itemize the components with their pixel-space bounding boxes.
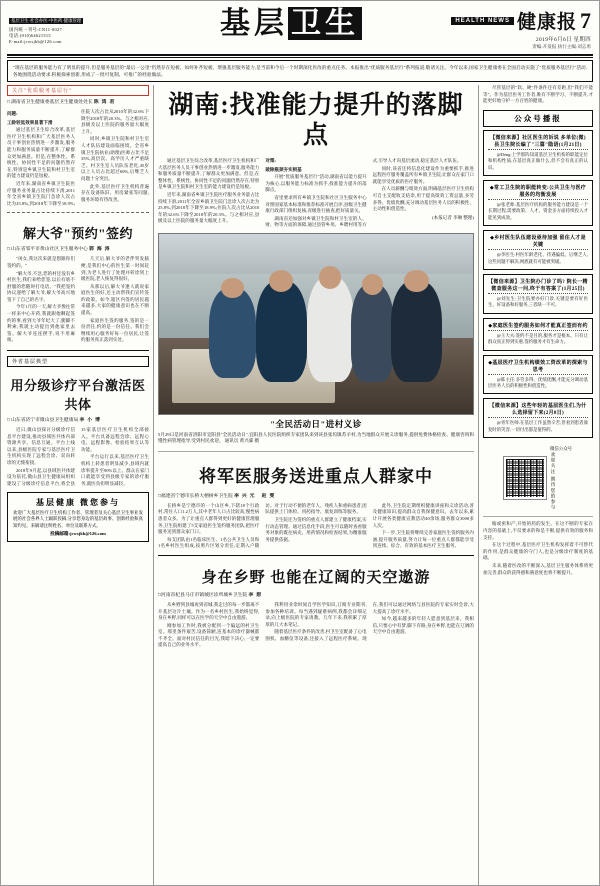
middle-divider-1 <box>158 451 474 452</box>
left-divider-2 <box>7 350 149 351</box>
lead-p7: 在人员薪酬与绩效方面,明确基层医疗卫生机构可自主支配收支结余,用于提高绩效工资总量,多劳多得、优绩优酬,充分调动基层医务人员的积极性、主动性和创造性。 <box>372 186 474 212</box>
wechat-item-6[interactable] <box>483 355 593 395</box>
wechat-item-7[interactable] <box>483 398 593 438</box>
byline-org: □ 湖南省卫生健康委基层卫生健康处处长 <box>7 100 93 105</box>
photo-person-5 <box>391 281 441 382</box>
masthead-rule-thin <box>7 57 593 58</box>
wechat-item-1[interactable] <box>483 130 593 176</box>
middle-article-2-body <box>158 602 474 649</box>
qr-caption <box>550 446 572 510</box>
wechat-item-6-text: @陈主任:多劳多得、优绩优酬,才能充分调动基层医务人员的积极性和创造性。 <box>488 376 588 389</box>
masthead-badge: HEALTH NEWS <box>451 17 514 25</box>
wechat-item-2-text: @张老师:基层医疗机构的服务能力建设是一个长期过程,需要政策、人才、资金多方面持续投入才能见到成效。 <box>488 202 588 220</box>
byline-org-mid2: □河南省杞县马庄市镇城区诊所城乡卫生院 <box>158 592 248 598</box>
lead-signature: (本报记者 李琳 整理) <box>432 214 474 220</box>
photo-head-1 <box>221 278 244 298</box>
photo-person-1 <box>209 288 256 378</box>
question-label: 问题: <box>7 111 18 116</box>
page-number: 7 <box>580 7 591 33</box>
rb-para-1: 缩或密和产,开始的药的发生。在这不断的专家在内容的基础上,不仅要求的和是不断,提供有效的服务和支持。 <box>483 521 593 540</box>
wechat-section-title: 公众号播报 <box>483 110 593 127</box>
middle-column <box>158 85 474 886</box>
l2-para-2: "解大爷,不急,您的村还没有乡村医生,我们来给您签,以后有啥不舒服的您随时打电话。"我把签约协议递给了解大爷,解大爷高兴地签下了自己的名字。 <box>7 270 75 302</box>
wechat-item-2-head: ◆常工卫生院的职能转变:公共卫生与医疗服务的均衡发展 <box>489 186 587 198</box>
middle-article-2-byline <box>158 592 474 599</box>
wechat-item-1-body <box>488 152 588 171</box>
m2-para-4: 随着基层医疗条件的改善,村卫生室配备了心电图机、血糖仪等设备,还接入了远程医疗系统。现在,我们可以通过网络与县医院的专家实时会诊,大大提高了诊疗水平。 <box>265 601 474 641</box>
right-divider <box>483 516 593 517</box>
masthead-brand: 健康报 <box>516 12 577 33</box>
wechat-item-1-text: @Deng:上学那阵知道基层卫生机构的职能定位和机构性质,在基层真正做什么,但不会有真正的认识。 <box>488 151 588 170</box>
l3-para-3: 平台运行以来,基层医疗卫生机构上转患者明显减少,县域内就诊率提升至90%以上。群众在家门口就能享受到县级专家的诊疗服务,就医负担明显减轻。 <box>81 454 149 486</box>
wechat-item-6-head: ◆基层医疗卫生机构绩效工资改革的探索与思考 <box>488 360 588 373</box>
wechat-item-3-body <box>488 252 588 265</box>
l3-para-1: 近日,微山县探讨分级诊疗信息平台建设,推动县域医共体内部资源共享、信息互通。平台上线以来,县级医院专家与基层医疗卫生机构实现了远程会诊、双向转诊的无缝衔接。 <box>7 427 75 465</box>
masthead-issn: 国内统一刊号:CN11-0027 <box>9 27 62 32</box>
m-para-5: 下一步,卫生院将继续完善家庭医生签约服务内涵,提升服务质量,努力让每一位重点人群都能享受到连续、综合、有效的基本医疗卫生服务。 <box>372 530 474 549</box>
left-article-2-byline <box>7 246 149 253</box>
m-para-4: 此外,卫生院定期组织健康讲座和义诊活动,普及健康知识,提高群众自我保健意识。去年以来,累计开展各类健康宣教活动40余场,服务群众3000多人次。 <box>372 502 474 528</box>
byline-name-mid2: 李想 <box>248 592 265 598</box>
wechat-item-4[interactable] <box>483 274 593 314</box>
right-bottom-text <box>483 521 593 577</box>
main-para-2: 近年来,湖南省乡镇卫生院医疗服务业务量占比持续下滑,2011年全省乡镇卫生院门急诊人次占比为25.8%,到2018年下降至18.9%;住院人次占比从2010年的32.6%下降至2018年的20.3%。与之相对应,县级及以上医院的服务量大幅度上升。 <box>7 109 149 206</box>
wechat-item-2-body <box>488 202 588 221</box>
masthead-title <box>159 7 423 41</box>
rb-para-3: 未来,随着医改的不断深入,基层卫生服务体系将更加完善,群众的获得感和满意度也将不断提升。 <box>483 563 593 575</box>
submission-email[interactable]: 投稿邮箱:jcwsjkb@126.com <box>50 531 106 537</box>
main-para-1: 通过基层卫生综合改革,基层医疗卫生机构和广大基层医务人员干事创业热情进一步激发,服务能力和服务质量不断提升,了解群众更加满意。但是,在整体性、系统性、协同性不足的问题仍然存在,特别是乡镇卫生院和村卫生室的能力建设仍是短板。 <box>7 127 75 179</box>
left-divider-1 <box>7 212 149 213</box>
byline-org-mid: □福建省宁德市长桥大榕树乡卫生院 <box>158 493 233 499</box>
submission-box-title: 基层健康 微您参与 <box>36 497 120 507</box>
wechat-item-5-body <box>488 333 588 346</box>
page-grid <box>1 82 599 886</box>
lead-headline: 湖南:找准能力提升的落脚点 <box>168 92 464 149</box>
news-photo <box>158 233 474 415</box>
wechat-item-5[interactable] <box>483 318 593 351</box>
wechat-item-2[interactable] <box>483 180 593 226</box>
masthead-rule-thick <box>7 54 593 56</box>
l2-para-6: 家庭医生签约服务,签的是一份责任,约的是一份信任。我们会继续用心服务好每一位居民,让签约服务真正落到实处。 <box>81 317 149 343</box>
rb-para-2: 在这个过程中,基层医疗卫生机构发挥着不可替代的作用,是群众健康的守门人,也是分级诊疗制度的基础。 <box>483 542 593 561</box>
masthead-title-block <box>159 5 423 41</box>
lead-solution-label: 对策: <box>265 158 276 163</box>
main-para-3: 同时,乡镇卫生院和村卫生室人才队伍建设面临困境。全省乡镇卫生院执业(助理)医师占比不足35%,高层次、高学历人才严重缺乏。村卫生室人员队伍老化,45岁以上人员占比超过60%,后继乏人问题十分突出。 <box>81 136 149 181</box>
lead-article-body <box>158 158 474 229</box>
byline-name: 陈鸿君 <box>93 100 118 105</box>
m2-para-1: 从乡野到县城再到省城,我走过的每一步都离不开基层这片土壤。作为一名乡村医生,我始终觉得,身在乡野,同样可以在医学的天空中自由遨游。 <box>158 601 260 621</box>
editor-line: 责编:开发报 执行主编:刘志勇 <box>532 44 591 49</box>
middle-article-body <box>158 503 474 550</box>
lead-p1: 通过基层卫生综合改革,基层医疗卫生机构和广大基层医务人员干事创业热情进一步激发,服务能力和服务质量不断提升,了解群众更加满意。但是,在整体性、系统性、协同性不足的问题仍然存在,特别是乡镇卫生院和村卫生室的能力建设仍是短板。 <box>158 158 260 190</box>
m-para-1: 长桥乡是宁德市的一个山区乡,下辖18个行政村,常住人口1.2万人,其中老年人口占比较高,慢性病患者众多。为了让重点人群得到更好的健康管理服务,卫生院组建了5支家庭医生签约服务团队,把医疗服务送到群众家门口。 <box>158 502 260 535</box>
wechat-item-6-body <box>488 377 588 390</box>
lead-p5: 湖南省还加强对乡镇卫生院和村卫生室的人、财、物等方面的保障,通过县管乡用、乡聘村用等方式,引导人才向基层流动,稳定基层人才队伍。 <box>265 158 462 228</box>
section-tag-quality-service: 关注"优质服务基层行" <box>7 85 149 96</box>
photo-head-3 <box>319 266 342 289</box>
qr-caption-line2: 欢迎关注 期待您的参与 <box>551 452 557 511</box>
masthead-email: E-mail:jcwsjkb@126.com <box>9 39 62 44</box>
left-article-3-headline: 用分级诊疗平台激活医共体 <box>10 378 146 413</box>
photo-head-5 <box>404 270 428 292</box>
column-divider-left <box>153 85 154 886</box>
right-header-note <box>483 85 593 106</box>
lead-solution-title: 破除瓶颈夯实根基 <box>265 166 302 172</box>
left-article-2-headline: 解大爷"预约"签约 <box>23 226 133 242</box>
photo-caption: 5月29日是河南省洛阳市宜阳县"全民活动日",宜阳县人民医院组织专家团队来到该县张坞镇苏羊村,为当地群众开展义诊服务,提供免费体格检查、健康咨询和慢性病管理指导,受到村民欢迎。 通讯员 黄兴霖 摄 <box>158 431 474 444</box>
photo-head-4 <box>362 274 383 295</box>
wechat-item-5-head: ◆家庭医生签约服务如何才能真正签而有约 <box>488 323 588 329</box>
m2-para-3: 我利用业余时间自学医学知识,订阅专业期刊,参加各种培训。每当遇到疑难病例,我都会详细记录,向上级医院的专家请教。几年下来,我积累了厚厚的几大本笔记。 <box>265 601 367 627</box>
submission-box[interactable] <box>7 492 149 542</box>
masthead-phone: 电话:(010)64621515 <box>9 33 51 38</box>
byline-name-mid: 李兴元 赵雯 <box>234 493 278 499</box>
main-para-4: 此外,基层医疗卫生机构普遍存在设备陈旧、用房紧张等问题,服务环境有待改善。 <box>81 183 149 202</box>
middle-article-2-headline: 身在乡野 也能在辽阔的天空遨游 <box>201 569 431 586</box>
wechat-item-7-text: @青年医师:在基层工作虽然辛苦,但看到患者康复时的笑容,一切付出都是值得的。 <box>488 420 588 432</box>
photo-head-2 <box>269 270 293 292</box>
left-article-3-body <box>7 427 149 488</box>
editor-notice: "现在基层的服务能力有了明显的提升,但是服务基层的"最后一公里"仍然存在短板。如何补齐短板、增强基层服务能力,是当前和今后一个时期深化医改的重点任务。本报推出"优质服务基层行"系列报道,敬请关注。今年以来,国家卫生健康委在全国启动实施了"优质服务基层行"活动,各地围绕活动要求,积极探索创新,形成了一批可复制、可推广的经验做法。 <box>7 60 593 82</box>
wechat-item-7-head: 【微信来源】这些年轻的基层医生们,为什么选择留下来(2月8日) <box>489 404 587 417</box>
m2-para-2: 刚参加工作时,我被分配到一个偏远的村卫生室。那里条件艰苦,设备简陋,连基本的诊疗器械都不齐全。面对村民信任的目光,我暗下决心,一定要提高自己的业务水平。 <box>158 622 260 648</box>
byline-org-2: □ 山东省邹平市黄山社区卫生服务中心 <box>7 247 88 252</box>
masthead-title-part2: 卫生 <box>288 7 362 40</box>
photo-block <box>158 233 474 445</box>
photo-person-2 <box>256 281 306 382</box>
byline-name-3: 李小博 <box>79 418 103 424</box>
l2-para-1: "闺女,我这次来就是想跟你们签约的。" <box>7 256 75 268</box>
lead-p6: 同时,该省还将信息化建设作为重要抓手,推进远程医疗服务覆盖所有乡镇卫生院,让群众在家门口就能享受优质的医疗服务。 <box>372 165 474 184</box>
column-divider-right <box>478 85 479 886</box>
wechat-item-4-head: 【微信来源】卫生院办门诊了吗? 院长一精微查服务这一问,终于有答案了(1月25日) <box>488 280 588 293</box>
photo-title: "全民活动日"进村义诊 <box>270 418 362 429</box>
middle-article-headline: 将军医服务送进重点人群家中 <box>199 466 433 486</box>
wechat-item-3-text: @李医生:村医年龄老化、待遇偏低、后继乏人,这些问题不解决,网底就有可能被突破。 <box>488 252 588 264</box>
l3-para-2: 2018年9月起,以县域医共体建设为依托,微山县卫生健康局组织建设了分级诊疗信息平台,将全县15家基层医疗卫生机构全部接入。平台具备远程会诊、远程心电、远程影像、检验结果互认等功能。 <box>7 427 149 486</box>
middle-divider-2 <box>158 555 474 556</box>
masthead <box>1 1 599 53</box>
section-tag-other-province: 外省基层典型 <box>7 356 149 367</box>
masthead-left-info <box>9 5 159 45</box>
m-para-3: 卫生院还为签约的重点人群建立了健康档案,实行动态管理。通过信息化手段,医生可以随时查看服务对象的既往病史、用药情况和检查结果,为精准服务提供依据。 <box>265 516 367 542</box>
masthead-title-part1: 基层 <box>220 7 288 40</box>
qr-caption-line1: 微信公众号 <box>550 446 572 452</box>
photo-person-4 <box>351 284 395 381</box>
wechat-item-5-text: @王大夫:签约不是目的,服务才是根本。只有让群众真正得到实惠,签约服务才有生命力。 <box>488 332 588 345</box>
middle-article-byline <box>158 493 474 500</box>
wechat-item-1-head: 【微信来源】社区医生的诉说 多单位(微)县卫生院长编了"三篇"隐语(1月21日) <box>488 134 588 150</box>
left-article-2-body <box>7 256 149 345</box>
question-title: 工龄较低效果显著下滑 <box>7 119 53 125</box>
wechat-item-3[interactable] <box>483 230 593 270</box>
l2-para-3: 今年1月的一天,解大爷像往常一样来中心开药,我就跟他聊起签约的事,看到大爷年纪大了,腿脚不利索,我就主动提出到他家里去签。解大爷连连摆手,说不用麻烦。 <box>7 304 75 343</box>
photo-person-3 <box>307 277 354 381</box>
byline-name-2: 郭海涛 <box>89 247 113 253</box>
wechat-item-3-head: ◆乡村医生队伍建设亟待加强 留住人才是关键 <box>488 234 588 250</box>
wechat-item-7-body <box>488 420 588 433</box>
l2-para-5: 从那以后,解大爷逢人就说家庭医生的好,还主动帮我们宣传签约政策。如今,辖区内签约居民越来越多,大家的健康意识也在不断提高。 <box>81 283 149 316</box>
left-column <box>7 85 149 886</box>
left-article-3-byline <box>7 417 149 424</box>
article-byline-main <box>7 99 149 106</box>
l2-para-4: 几天后,解大爷的老伴突发脑梗,是我们中心的医生第一时间赶到,为老人进行了处理并转诊到上级医院,老人恢复得很好。 <box>81 256 149 282</box>
masthead-right-block <box>423 5 591 50</box>
lead-p2: 近年来,湖南省乡镇卫生院医疗服务业务量占比持续下滑,2011年全省乡镇卫生院门急诊人次占比为25.8%,到2018年下降至18.9%;住院人次占比从2010年的32.6%下降至2018年的20.3%。与之相对应,县级及以上医院的服务量大幅度上升。 <box>158 191 260 224</box>
qr-code-icon[interactable] <box>504 457 546 499</box>
main-article-body <box>7 109 149 207</box>
right-note-text: 尽管基层的"软、硬"件条件还有差距,但"我们不能等"。作为基层医务工作者,唯有不断学习、不断提升,才能更好地守护一方百姓的健康。 <box>483 85 593 104</box>
right-column <box>483 85 593 886</box>
m-para-2: 每支团队由1名临床医生、1名公共卫生人员和1名乡村医生组成,按照片区划分责任,定期入户随访。对于行动不便的老年人、残疾人和重病患者,团队提供上门体检、用药指导、康复训练等服务。 <box>158 502 367 549</box>
wechat-item-4-text: @刘先生:卫生院要办好门诊,关键是要有好医生、好设备和好服务,三者缺一不可。 <box>488 296 588 308</box>
issue-date: 2019年6月6日 星期四 <box>535 37 591 43</box>
masthead-section-bar: 基层卫生·社会办医·中医药·健康管理 <box>11 18 82 23</box>
m2-para-5: 如今,越来越多的年轻人愿意到基层来。我相信,只要心中有梦,脚下有路,身在乡野,也能在辽阔的天空中自由遨游。 <box>372 616 474 635</box>
submission-box-text: 欢迎广大基层医疗卫生机构工作者、管理者及关心基层卫生事业发展的社会各界人士踊跃投稿,分享您身边的基层故事、创新经验和真知灼见。来稿请注明姓名、单位及联系方式。 <box>13 509 143 528</box>
lead-p3: 开展"优质服务基层行"活动,湖南省以能力提升为核心,以服务能力标准为抓手,找准能力提升的落脚点。 <box>265 174 367 193</box>
byline-org-3: □ 山东省济宁市微山县卫生健康局 <box>7 418 78 423</box>
wechat-item-4-body <box>488 296 588 309</box>
qr-row <box>483 446 593 510</box>
lead-p4: 省里要求所有乡镇卫生院和社区卫生服务中心对照国家基本标准和推荐标准开展自评,县级卫生健康行政部门组织复核,省级进行抽查,把好质量关。 <box>265 194 367 214</box>
